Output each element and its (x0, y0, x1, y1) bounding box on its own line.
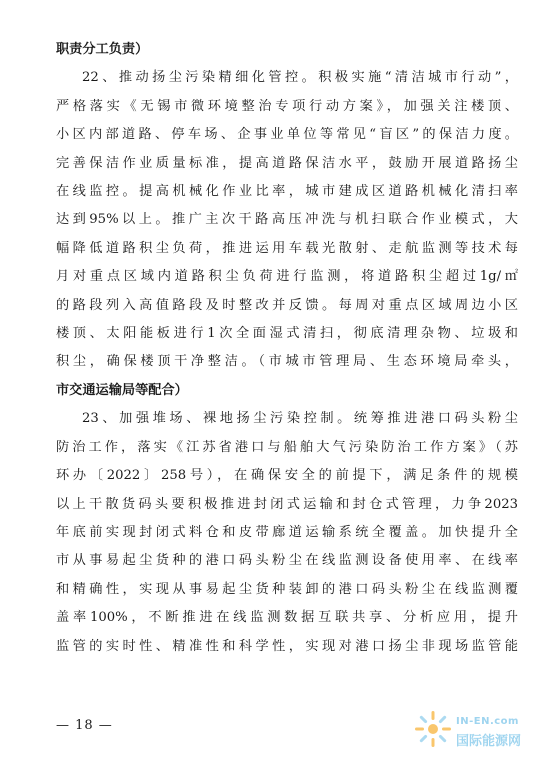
text-line: 职责分工负责） (56, 42, 149, 57)
text-line: 和精确性，实现从事易起尘货种装卸的港口码头粉尘在线监测覆 (56, 581, 518, 597)
watermark-logo (412, 708, 552, 762)
text-line: 环办〔2022〕258号），在确保安全的前提下，满足条件的规模 (56, 468, 518, 484)
text-line: 月对重点区域内道路积尘负荷进行监测，将道路积尘超过1g/㎡ (56, 269, 518, 285)
text-line: 幅降低道路积尘负荷，推进运用车载光散射、走航监测等技术每 (56, 240, 518, 256)
text-line: 在线监控。提高机械化作业比率，城市建成区道路机械化清扫率 (56, 184, 518, 200)
sunburst-icon (412, 708, 454, 750)
text-line: 的路段列入高值路段及时整改并反馈。每周对重点区域周边小区 (56, 297, 518, 313)
text-line: 楼顶、太阳能板进行1次全面湿式清扫，彻底清理杂物、垃圾和 (56, 326, 518, 342)
text-line: 盖率100%，不断推进在线监测数据互联共享、分析应用，提升 (56, 610, 518, 626)
text-line: 市从事易起尘货种的港口码头粉尘在线监测设备使用率、在线率 (56, 553, 518, 569)
text-line: 23、加强堆场、裸地扬尘污染控制。统筹推进港口码头粉尘 (82, 411, 518, 427)
text-line: 严格落实《无锡市微环境整治专项行动方案》，加强关注楼顶、 (56, 98, 518, 114)
text-line: 22、推动扬尘污染精细化管控。积极实施“清洁城市行动”， (82, 70, 518, 86)
text-line: 监管的实时性、精准性和科学性，实现对港口扬尘非现场监管能 (56, 638, 518, 654)
page-number: — 18 — (56, 718, 113, 733)
text-line: 年底前实现封闭式料仓和皮带廊道运输系统全覆盖。加快提升全 (56, 524, 518, 540)
body-text (56, 36, 518, 661)
text-line: 防治工作，落实《江苏省港口与船舶大气污染防治工作方案》（苏 (56, 439, 518, 455)
text-line: 市交通运输局等配合） (56, 382, 188, 398)
text-line: 完善保洁作业质量标准，提高道路保洁水平，鼓励开展道路扬尘 (56, 155, 518, 171)
watermark-url: IN-EN.com (456, 716, 519, 727)
text-line: 达到95%以上。推广主次干路高压冲洗与机扫联合作业模式，大 (56, 212, 518, 228)
text-line: 以上干散货码头要积极推进封闭式运输和封仓式管理，力争2023 (56, 496, 518, 512)
text-line: 小区内部道路、停车场、企事业单位等常见“盲区”的保洁力度。 (56, 127, 518, 143)
watermark-name: 国际能源网 (456, 734, 522, 749)
text-line: 积尘，确保楼顶干净整洁。（市城市管理局、生态环境局牵头， (56, 354, 518, 370)
